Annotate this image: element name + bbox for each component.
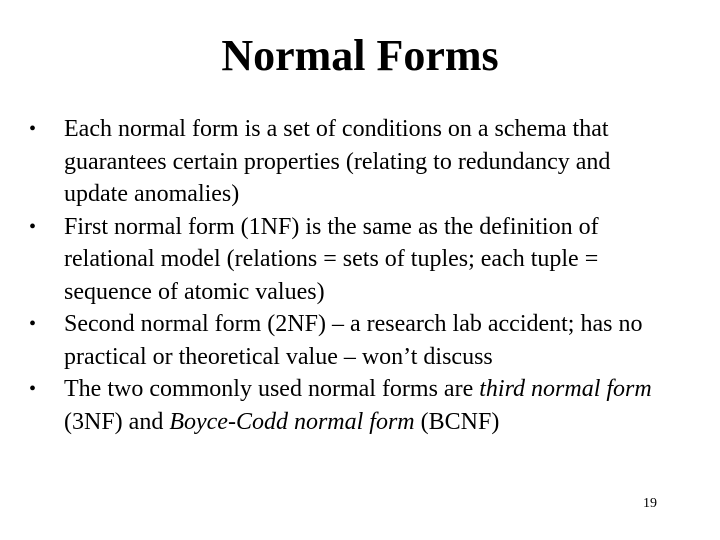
bullet-item-1 [29, 113, 679, 211]
bullet-text [64, 376, 652, 435]
bullet-item-4 [29, 373, 679, 438]
bullet-icon: • [29, 313, 37, 335]
bullet-item-2 [29, 211, 679, 309]
term-boyce-codd-normal-form: Boyce-Codd normal form [169, 408, 415, 435]
bullet-icon: • [29, 118, 37, 140]
page-number: 19 [643, 496, 657, 511]
bullet-text-part: (3NF) and [64, 408, 170, 435]
bullet-list [29, 113, 679, 438]
slide-title: Normal Forms [221, 31, 499, 80]
bullet-text: First normal form (1NF) is the same as the definition of relational model (relations = sets of tuples; each tuple = sequence of atomic values) [64, 213, 599, 305]
bullet-item-3 [29, 308, 679, 373]
bullet-text: Each normal form is a set of conditions on a schema that guarantees certain properties (relating to redundancy and update anomalies) [64, 116, 611, 207]
bullet-text-part: The two commonly used normal forms are [64, 376, 480, 402]
bullet-icon: • [29, 378, 37, 400]
bullet-text: Second normal form (2NF) – a research lab accident; has no practical or theoretical value – won’t discuss [64, 311, 643, 370]
bullet-icon: • [29, 215, 37, 238]
bullet-text-part: (BCNF) [414, 408, 500, 435]
term-third-normal-form: third normal form [479, 376, 652, 402]
